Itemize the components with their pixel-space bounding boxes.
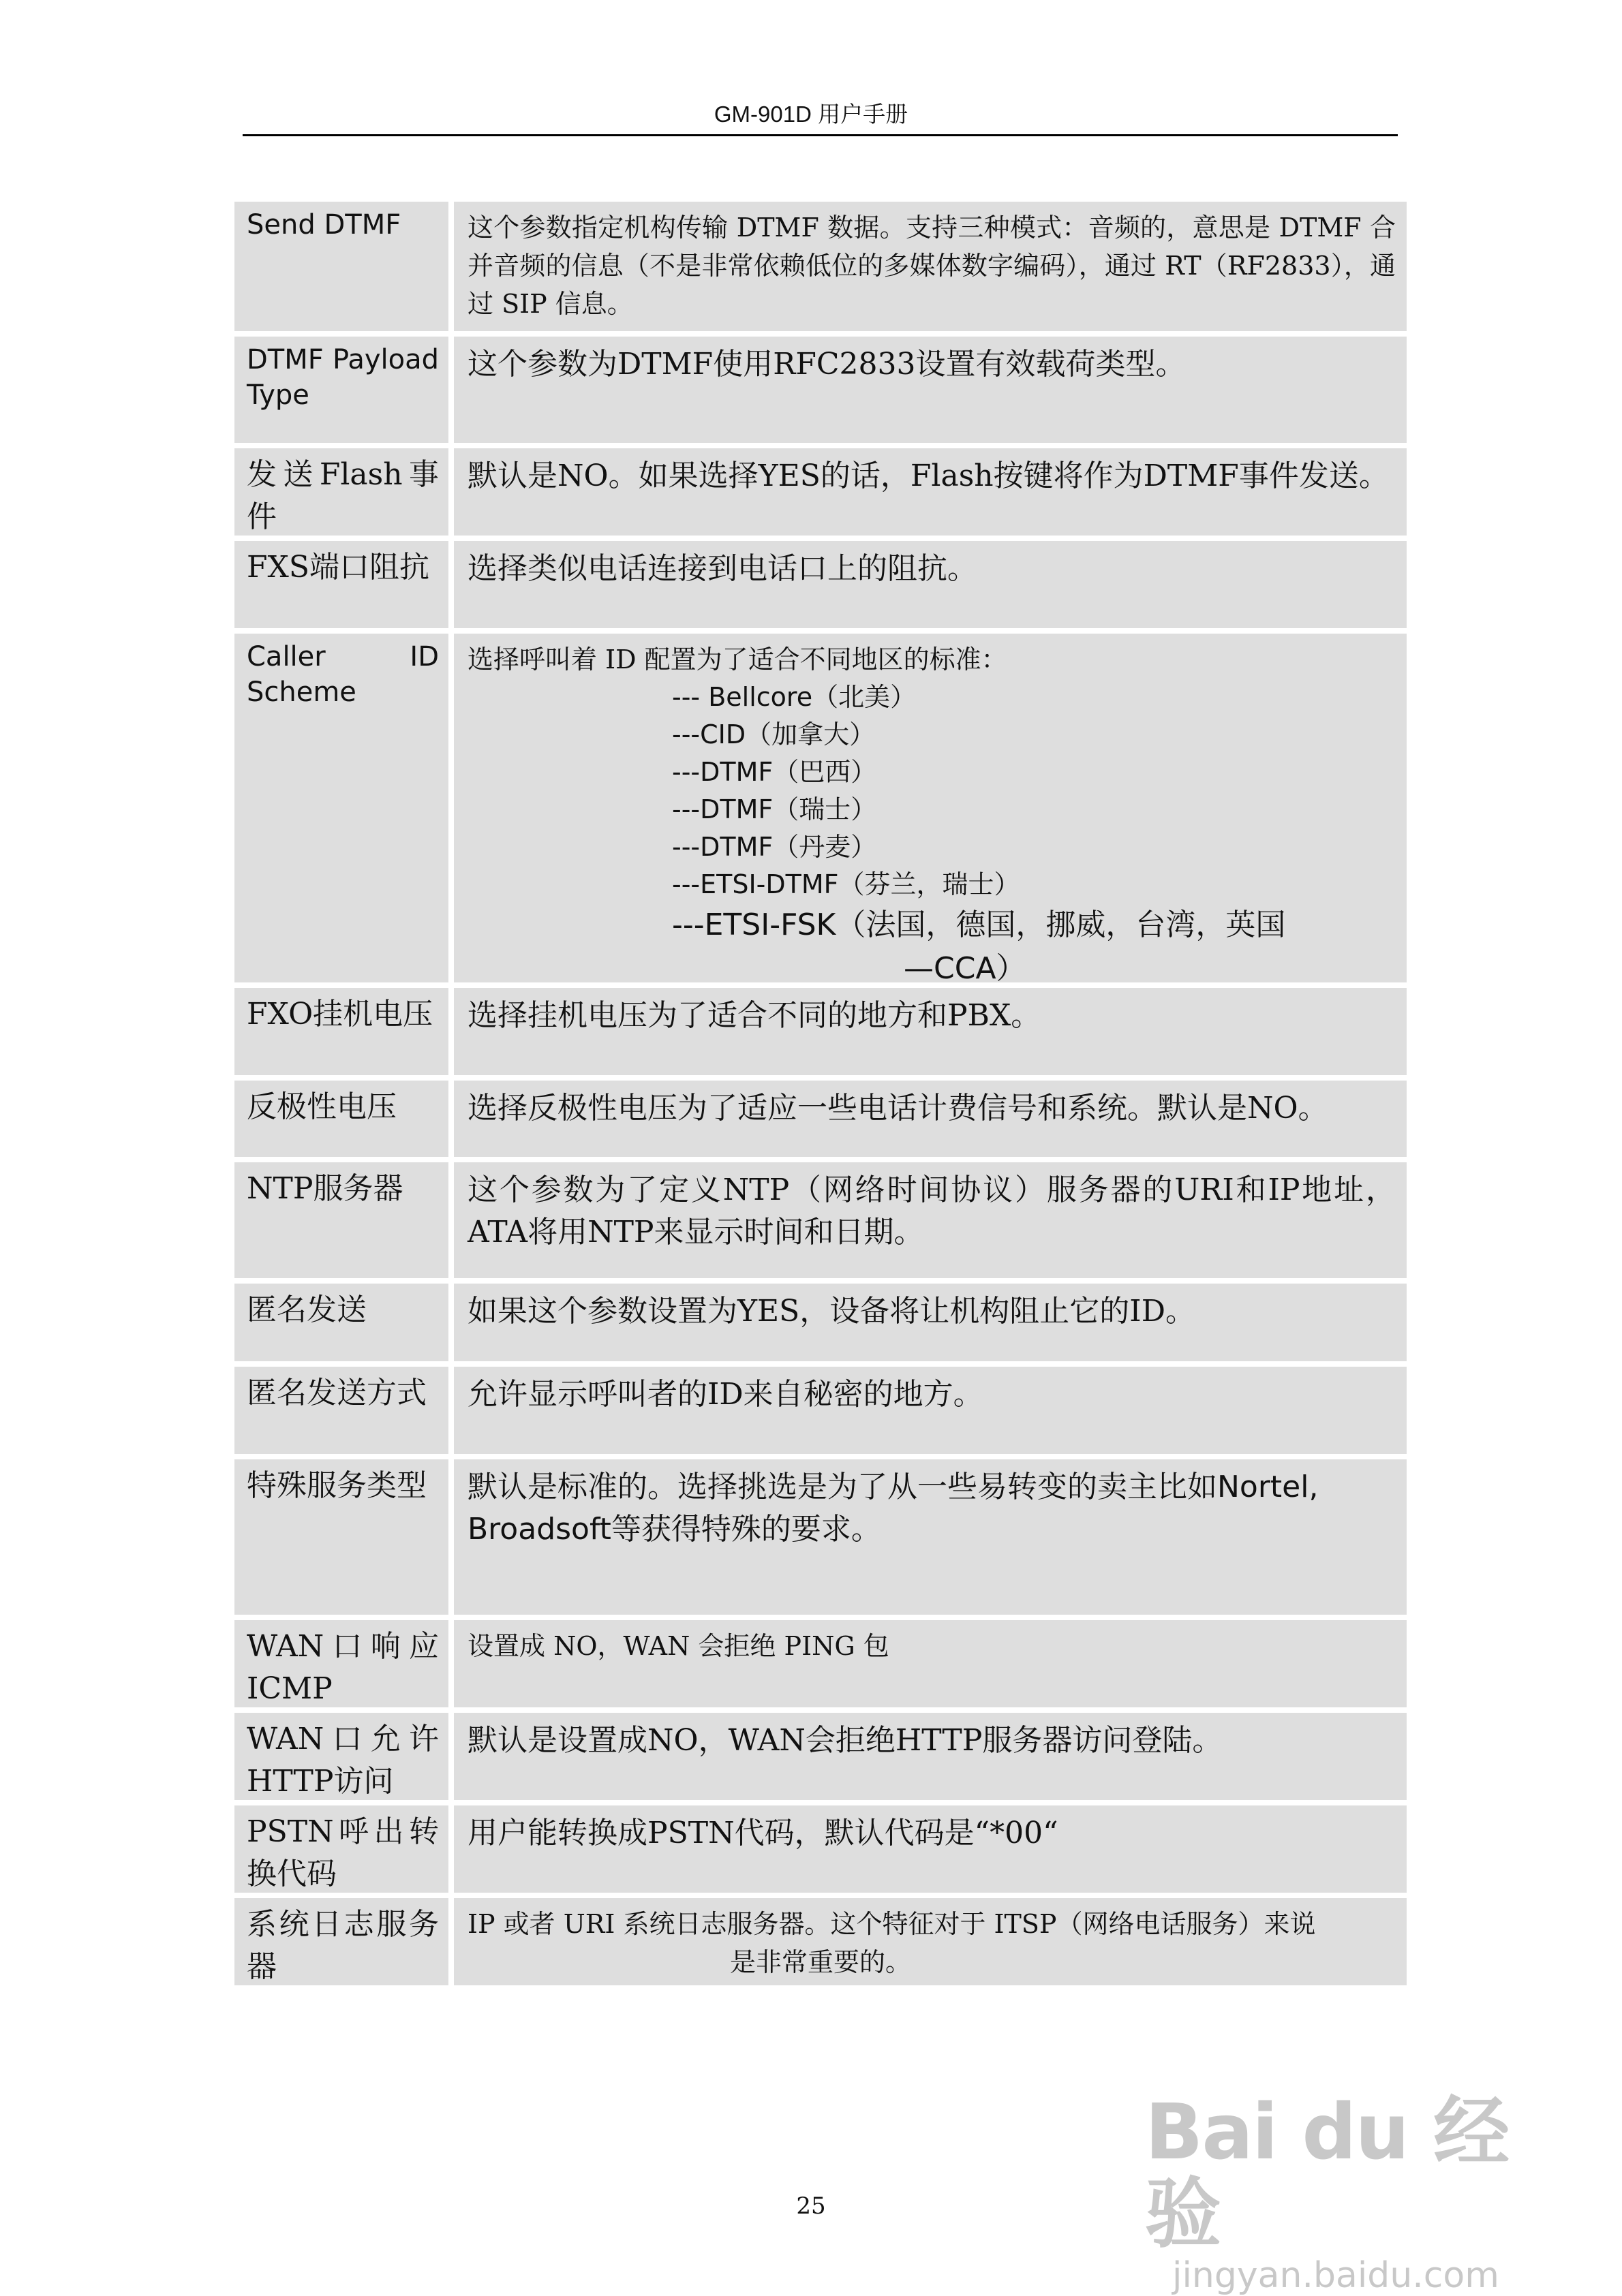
param-name: 匿名发送 <box>234 1284 448 1361</box>
param-name: Caller ID Scheme <box>234 634 448 982</box>
param-name: DTMF Payload Type <box>234 337 448 443</box>
param-description: 默认是标准的。选择挑选是为了从一些易转变的卖主比如Nortel, Broadsoft等获得特殊的要求。 <box>454 1459 1407 1615</box>
param-name: 特殊服务类型 <box>234 1459 448 1615</box>
watermark-logo: Bai du 经验 <box>1145 2088 1509 2259</box>
caller-id-option: ---ETSI-DTMF（芬兰，瑞士） <box>672 869 1020 899</box>
param-description: 这个参数指定机构传输 DTMF 数据。支持三种模式：音频的，意思是 DTMF 合并音频的信息（不是非常依赖低位的多媒体数字编码），通过 RT（RF2833），通过 SIP 信息。 <box>454 202 1407 331</box>
param-name: 匿名发送方式 <box>234 1367 448 1454</box>
param-description: 选择挂机电压为了适合不同的地方和PBX。 <box>454 988 1407 1075</box>
param-name: 发送Flash事件 <box>234 448 448 536</box>
param-name: PSTN呼出转换代码 <box>234 1805 448 1893</box>
param-name: 反极性电压 <box>234 1081 448 1157</box>
caller-id-option: ---DTMF（瑞士） <box>672 794 877 824</box>
param-description: 这个参数为DTMF使用RFC2833设置有效载荷类型。 <box>454 337 1407 443</box>
param-name: WAN口允许HTTP访问 <box>234 1713 448 1800</box>
header-divider <box>243 134 1398 136</box>
page-header-title: GM-901D 用户手册 <box>714 102 908 127</box>
param-description: 默认是NO。如果选择YES的话，Flash按键将作为DTMF事件发送。 <box>454 448 1407 536</box>
caller-id-option: ---DTMF（巴西） <box>672 757 877 787</box>
caller-id-option: ---CID（加拿大） <box>672 719 876 749</box>
caller-id-option: --- Bellcore（北美） <box>672 682 917 712</box>
param-name: FXO挂机电压 <box>234 988 448 1075</box>
caller-id-intro: 选择呼叫着 ID 配置为了适合不同地区的标准： <box>468 645 1007 674</box>
caller-id-option: ---DTMF（丹麦） <box>672 832 877 862</box>
caller-id-option: ---ETSI-FSK（法国，德国，挪威，台湾，英国 <box>672 907 1286 942</box>
param-description: 这个参数为了定义NTP（网络时间协议）服务器的URI和IP地址，ATA将用NTP来显示时间和日期。 <box>454 1162 1407 1278</box>
param-description: IP 或者 URI 系统日志服务器。这个特征对于 ITSP（网络电话服务）来说 是非常重要的。 <box>454 1898 1407 1985</box>
param-name: WAN口响应ICMP <box>234 1620 448 1707</box>
param-description: 允许显示呼叫者的ID来自秘密的地方。 <box>454 1367 1407 1454</box>
param-description: 设置成 NO，WAN 会拒绝 PING 包 <box>454 1620 1407 1707</box>
param-description: 选择类似电话连接到电话口上的阻抗。 <box>454 541 1407 628</box>
param-name: Send DTMF <box>234 202 448 331</box>
parameter-table <box>234 202 1401 1985</box>
param-name: FXS端口阻抗 <box>234 541 448 628</box>
param-description: 默认是设置成NO，WAN会拒绝HTTP服务器访问登陆。 <box>454 1713 1407 1800</box>
param-description: 选择反极性电压为了适应一些电话计费信号和系统。默认是NO。 <box>454 1081 1407 1157</box>
param-description <box>454 634 1407 986</box>
page-number: 25 <box>796 2192 826 2220</box>
caller-id-option-continued: —CCA） <box>904 951 1026 986</box>
caller-id-options <box>468 679 1396 947</box>
param-description: 用户能转换成PSTN代码，默认代码是“*00“ <box>454 1805 1407 1893</box>
param-name: 系统日志服务器 <box>234 1898 448 1985</box>
watermark-url: jingyan.baidu.com <box>1172 2255 1499 2296</box>
baidu-watermark <box>1145 2088 1527 2296</box>
param-name: NTP服务器 <box>234 1162 448 1278</box>
param-description: 如果这个参数设置为YES，设备将让机构阻止它的ID。 <box>454 1284 1407 1361</box>
